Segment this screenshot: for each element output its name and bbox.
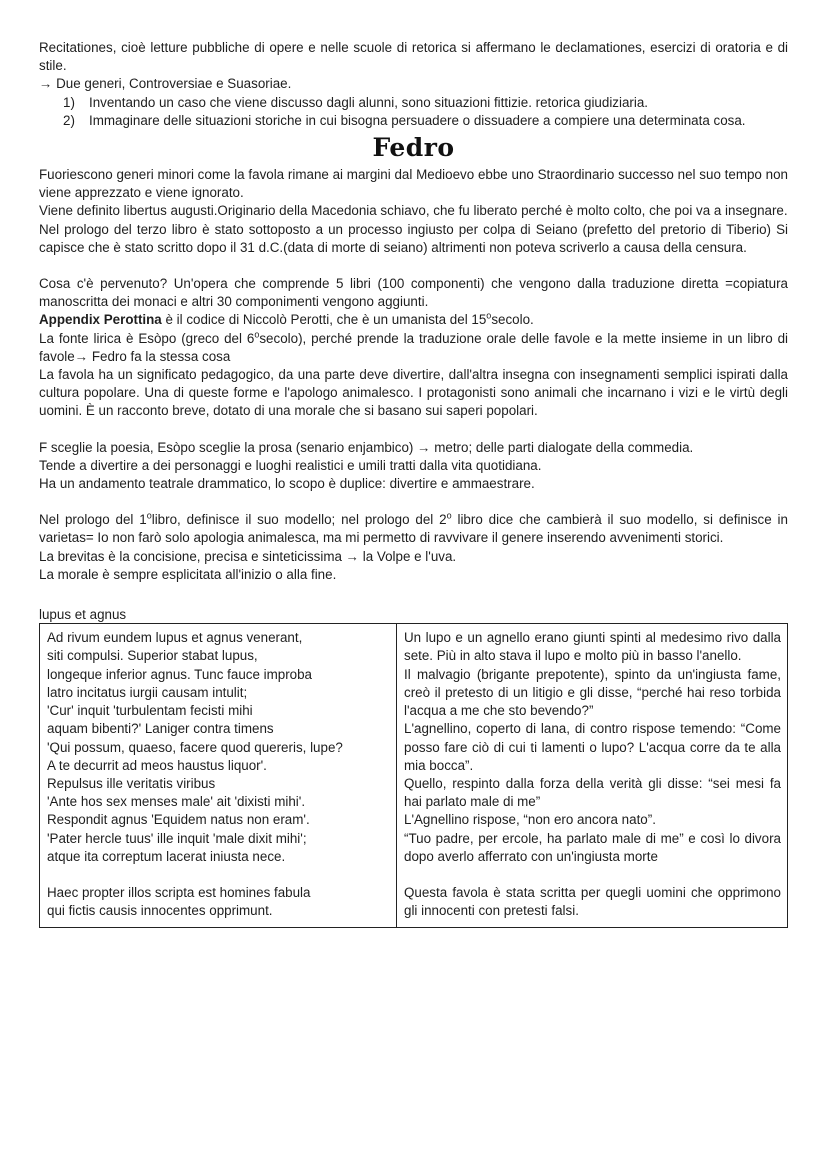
paragraph: La favola ha un significato pedagogico, da una parte deve divertire, dall'altra insegna con insegnamenti semplici ispirati dalla cultura popolare. Una di queste forme e l'apologo animalesco. I protagonisti sono animali che incarnano i vizi e le virtù degli uomini. È un racconto breve, dotato di una morale che si basano sui saperi popolari. [39,367,788,419]
latin-verse-line: Respondit agnus 'Equidem natus non eram'. [47,812,310,828]
spacer [39,493,788,511]
italian-translation-line: Un lupo e un agnello erano giunti spinti al medesimo rivo dalla sete. Più in alto stava il lupo e molto più in basso l'anello. [404,630,781,664]
latin-verse-line: longeque inferior agnus. Tunc fauce improba [47,666,313,682]
appendix-term: Appendix Perottina [39,312,162,328]
paragraph: Nel prologo del terzo libro è stato sottoposto a un processo ingiusto per colpa di Seiano (prefetto del pretorio di Tiberio) Si capisce che è stato scritto dopo il 31 d.C.(data di morte di seiano) altrimenti non poteva scriverlo a causa della censura. [39,221,788,255]
genres-line: → Due generi, Controversiae e Suasoriae. [39,76,292,92]
paragraph: Fuoriescono generi minori come la favola rimane ai margini dal Medioevo ebbe uno Straordinario successo nel suo tempo non viene apprezzato e viene ignorato. [39,167,788,201]
paragraph: Viene definito libertus augusti.Originario della Macedonia schiavo, che fu liberato perché è molto colto, che poi va a insegnare. [39,203,788,219]
blank-line [47,866,390,884]
italian-translation-line: L'Agnellino rispose, “non ero ancora nato”. [404,812,656,828]
appendix-paragraph: Appendix Perottina è il codice di Niccolò Perotti, che è un umanista del 15$^o$secolo. [39,310,534,328]
latin-verse-line: qui fictis causis innocentes opprimunt. [47,903,273,919]
list-item: 2) Immaginare delle situazioni storiche in cui bisogna persuadere o dissuadere a compiere una determinata cosa. [63,112,746,128]
latin-verse-line: aquam bibenti?' Laniger contra timens [47,721,274,737]
paragraph: Nel prologo del 1$^o$libro, definisce il suo modello; nel prologo del 2$^o$ libro dice che cambierà il suo modello, si definisce in varietas= Io non farò solo apologia animalesca, ma mi permetto di ravvivare il genere inserendo avvenimenti storici. [39,510,788,546]
italian-translation-line: Il malvagio (brigante prepotente), spinto da un'ingiusta fame, creò il pretesto di un litigio e gli disse, “perché hai reso torbida l'acqua a me che sto bevendo?” [404,666,781,719]
document-content [39,39,788,928]
italian-translation-line: L'agnellino, coperto di lana, di contro rispose temendo: “Come posso fare ciò di cui ti lamenti o lupo? L'acqua corre da te alla mia bocca”. [404,721,781,773]
paragraph: La morale è sempre esplicitata all'inizio o alla fine. [39,566,337,582]
latin-verse-line: 'Pater hercle tuus' ille inquit 'male dixit mihi'; [47,830,307,846]
latin-verse-line: 'Ante hos sex menses male' ait 'dixisti mihi'. [47,794,306,810]
spacer [39,257,788,275]
poem-table [39,623,788,927]
genres-list [39,94,788,130]
latin-verse-line: Repulsus ille veritatis viribus [47,775,216,791]
paragraph: Ha un andamento teatrale drammatico, lo scopo è duplice: divertire e ammaestrare. [39,476,535,492]
latin-verse-line: 'Qui possum, quaeso, facere quod quereris, lupe? [47,739,343,755]
paragraph: La brevitas è la concisione, precisa e sinteticissima → la Volpe e l'uva. [39,548,457,564]
italian-translation-line: “Tuo padre, per ercole, ha parlato male di me” e così lo divora dopo averlo afferrato con un'ingiusta morte [404,830,781,864]
latin-verse-line: siti compulsi. Superior stabat lupus, [47,648,258,664]
latin-verse-line: A te decurrit ad meos haustus liquor'. [47,757,267,773]
spacer [39,421,788,439]
list-item: 1) Inventando un caso che viene discusso dagli alunni, sono situazioni fittizie. retorica giudiziaria. [63,94,649,110]
latin-verse-line: latro incitatus iurgii causam intulit; [47,684,248,700]
latin-verse-line: Haec propter illos scripta est homines fabula [47,885,311,901]
paragraph: Cosa c'è pervenuto? Un'opera che comprende 5 libri (100 componenti) che vengono dalla traduzione diretta =copiatura manoscritta dei monaci e altri 30 componimenti vengono aggiunti. [39,276,788,310]
latin-text-cell [40,624,397,927]
table-title: lupus et agnus [39,607,127,623]
latin-verse-line: Ad rivum eundem lupus et agnus venerant, [47,630,303,646]
paragraph: F sceglie la poesia, Esòpo sceglie la prosa (senario enjambico) → metro; delle parti dialogate della commedia. [39,439,694,455]
latin-verse-line: 'Cur' inquit 'turbulentam fecisti mihi [47,703,253,719]
section-heading: Fedro [372,133,455,163]
italian-translation-line: Questa favola è stata scritta per quegli uomini che opprimono gli innocenti con pretesti falsi. [404,885,781,919]
blank-line [404,866,781,884]
spacer [39,584,788,602]
table-row [40,624,788,927]
paragraph: La fonte lirica è Esòpo (greco del 6$^o$secolo), perché prende la traduzione orale delle favole e la mette insieme in un libro di favole→ Fedro fa la stessa cosa [39,329,788,364]
paragraph: Tende a divertire a dei personaggi e luoghi realistici e umili tratti dalla vita quotidiana. [39,457,542,473]
intro-paragraph: Recitationes, cioè letture pubbliche di opere e nelle scuole di retorica si affermano le declamationes, esercizi di oratoria e di stile. [39,40,788,74]
latin-verse-line: atque ita correptum lacerat iniusta nece. [47,848,286,864]
italian-translation-cell [397,624,788,927]
italian-translation-line: Quello, respinto dalla forza della verità gli disse: “sei mesi fa hai parlato male di me” [404,775,781,810]
